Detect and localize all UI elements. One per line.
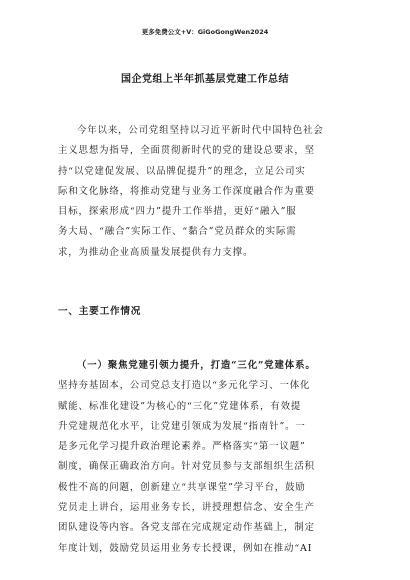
paragraph-line: 务大局、“融合”实际工作、“黏合”党员群众的实际需 — [58, 226, 297, 238]
sub-section-heading: （一）聚焦党建引领力提升，打造“三化”党建体系。 — [77, 360, 316, 371]
paragraph-line: 团队建设等内容。各党支部在完成规定动作基础上，制定 — [58, 522, 315, 534]
paragraph-line: 目标，探索形成“四力”提升工作举措，更好“融入”服 — [58, 206, 297, 218]
paragraph-line: 赋能、标准化建设”为核心的“三化”党建体系，有效提 — [58, 400, 302, 412]
paragraph-line: 党员走上讲台，运用业务专长，讲授理想信念、安全生产 — [58, 502, 315, 514]
paragraph-line: 制度，确保正确政治方向。针对党员参与支部组织生活积 — [58, 461, 315, 473]
paragraph-line: 今年以来，公司党组坚持以习近平新时代中国特色社会 — [77, 125, 324, 136]
header-note: 更多免费公文+V：GiGoGongWen2024 — [141, 28, 269, 36]
paragraph-line: 是多元化学习提升政治理论素养。严格落实“第一议题” — [58, 441, 306, 453]
paragraph-line: 持“以党建促发展、以品牌促提升”的理念，立足公司实 — [58, 165, 306, 177]
intro-paragraph — [58, 121, 354, 263]
paragraph-line: 际和文化脉络，将推动党建与业务工作深度融合作为重要 — [58, 185, 315, 197]
paragraph-line: 极性不高的问题，创新建立“共享课堂”学习平台，鼓励 — [58, 481, 306, 493]
paragraph-line: 升党建规范化水平，让党建引领成为发展“指南针”。一 — [58, 420, 306, 432]
page-title: 国企党组上半年抓基层党建工作总结 — [121, 74, 289, 85]
section-heading: 一、主要工作情况 — [58, 306, 142, 317]
paragraph-line: 坚持夯基固本，公司党总支打造以“多元化学习、一体化 — [58, 380, 311, 392]
sub-section-paragraph — [58, 356, 354, 559]
paragraph-line: 年度计划，鼓励党员运用业务专长授课，例如在推动“AI — [58, 542, 313, 554]
paragraph-line: 主义思想为指导，全面贯彻新时代的党的建设总要求，坚 — [58, 145, 315, 157]
paragraph-line: 求，为推动企业高质量发展提供有力支撑。 — [58, 246, 254, 258]
